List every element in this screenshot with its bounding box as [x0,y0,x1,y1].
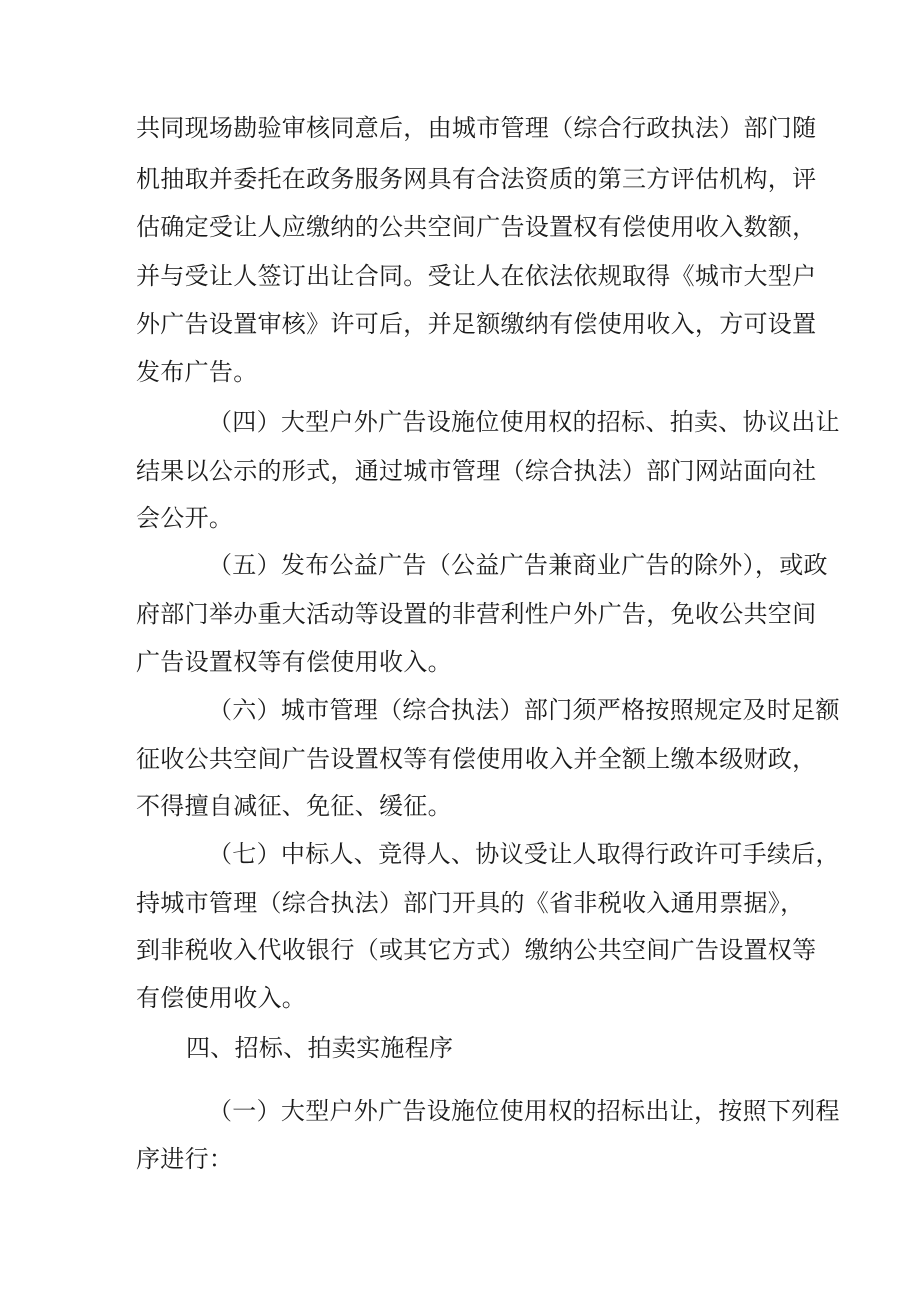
text-line: 广告设置权等有偿使用收入。 [136,648,452,676]
text-line: 持城市管理（综合执法）部门开具的《省非税收入通用票据》， [136,889,805,917]
text-line: 不得擅自减征、免征、缓征。 [136,792,452,820]
text-line: 有偿使用收入。 [136,984,307,1012]
text-line: 会公开。 [136,504,234,532]
text-line: 府部门举办重大活动等设置的非营利性户外广告，免收公共空间 [136,600,817,628]
text-line: 发布广告。 [136,358,258,386]
text-line: 征收公共空间广告设置权等有偿使用收入并全额上缴本级财政， [136,745,817,773]
item-6-first-line: （六）城市管理（综合执法）部门须严格按照规定及时足额 [208,696,840,724]
text-line: 机抽取并委托在政务服务网具有合法资质的第三方评估机构，评 [136,165,817,193]
section-heading: 四、招标、拍卖实施程序 [186,1034,454,1062]
text-line: 结果以公示的形式，通过城市管理（综合执法）部门网站面向社 [136,457,817,485]
text-line: 并与受让人签订出让合同。受让人在依法依规取得《城市大型户 [136,262,817,290]
item-5-first-line: （五）发布公益广告（公益广告兼商业广告的除外），或政 [208,551,828,579]
item-7-first-line: （七）中标人、竞得人、协议受让人取得行政许可手续后， [208,840,840,868]
text-line: 共同现场勘验审核同意后，由城市管理（综合行政执法）部门随 [136,114,817,142]
item-4-1-first-line: （一）大型户外广告设施位使用权的招标出让，按照下列程 [208,1097,840,1125]
text-line: 外广告设置审核》许可后，并足额缴纳有偿使用收入，方可设置 [136,310,817,338]
text-line: 估确定受让人应缴纳的公共空间广告设置权有偿使用收入数额， [136,213,817,241]
text-line: 到非税收入代收银行（或其它方式）缴纳公共空间广告设置权等 [136,936,817,964]
item-4-first-line: （四）大型户外广告设施位使用权的招标、拍卖、协议出让 [208,408,840,436]
text-line: 序进行： [136,1145,234,1173]
